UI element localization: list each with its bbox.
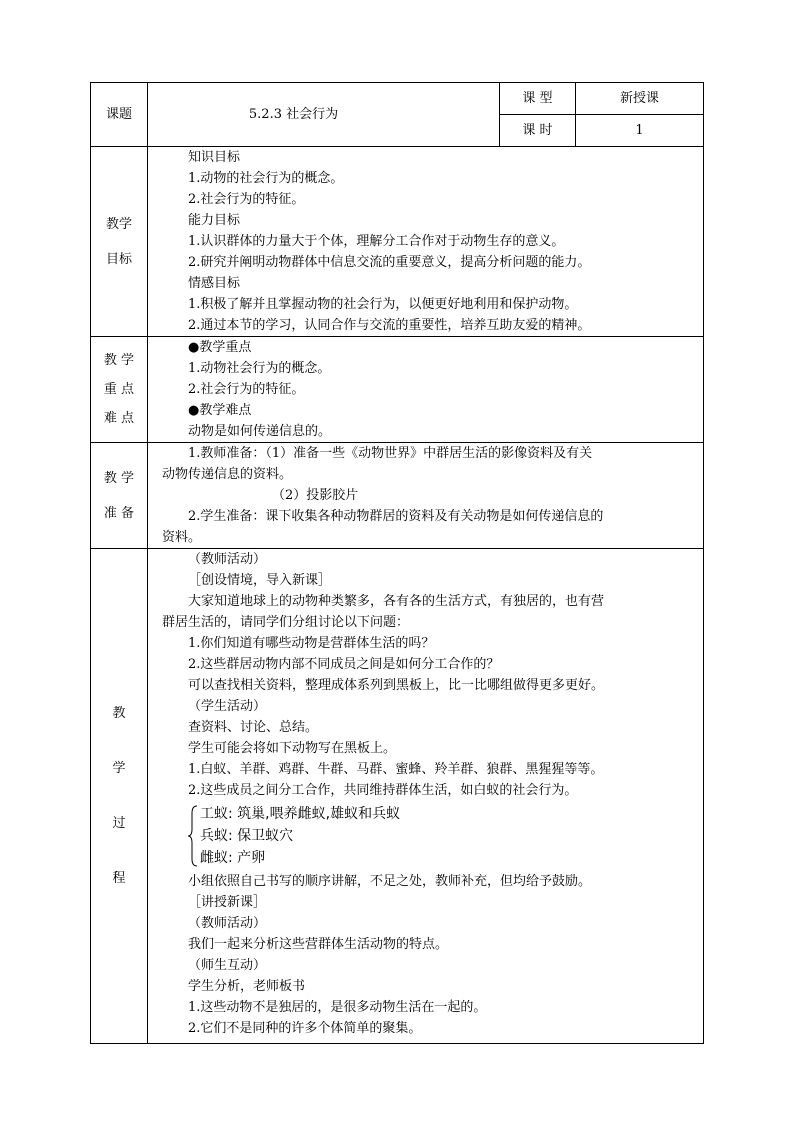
process-line: 小组依照自己书写的顺序讲解，不足之处，教师补充，但均给予鼓励。 xyxy=(188,874,592,889)
preparation-label-line: 准 备 xyxy=(103,505,135,521)
termite-role-brace xyxy=(188,803,703,869)
preparation-label-line: 教 学 xyxy=(103,470,135,486)
key-points-content xyxy=(148,337,704,443)
termite-role-worker: 工蚁: 筑巢,喂养雌蚁,雄蚁和兵蚁 xyxy=(200,806,401,822)
hours-value: 1 xyxy=(576,115,704,147)
process-line: 大家知道地球上的动物种类繁多，各有各的生活方式，有独居的，也有营 xyxy=(188,594,605,609)
objectives-label-line: 目标 xyxy=(105,251,132,267)
objectives-content xyxy=(148,147,704,337)
preparation-line: 2.学生准备：课下收集各种动物群居的资料及有关动物是如何传递信息的 xyxy=(188,509,604,524)
process-line: （师生互动） xyxy=(188,958,267,973)
lesson-plan-table xyxy=(90,82,704,1044)
process-line: 1.白蚁、羊群、鸡群、牛群、马群、蜜蜂、羚羊群、狼群、黑猩猩等等。 xyxy=(188,762,604,777)
objectives-line: 2.通过本节的学习，认同合作与交流的重要性，培养互助友爱的精神。 xyxy=(188,318,591,333)
left-brace-icon xyxy=(188,805,198,867)
preparation-content xyxy=(148,443,704,549)
process-line: 可以查找相关资料，整理成体系列到黑板上，比一比哪组做得更多更好。 xyxy=(188,678,605,693)
process-line: ［讲授新课］ xyxy=(188,895,267,910)
process-line: 2.这些群居动物内部不同成员之间是如何分工合作的？ xyxy=(188,657,500,672)
objectives-heading-knowledge: 知识目标 xyxy=(188,150,241,165)
objectives-line: 1.积极了解并且掌握动物的社会行为，以便更好地利用和保护动物。 xyxy=(188,297,578,312)
header-row-1 xyxy=(91,83,704,115)
process-line: 学生可能会将如下动物写在黑板上。 xyxy=(188,741,397,756)
objectives-line: 2.研究并阐明动物群体中信息交流的重要意义，提高分析问题的能力。 xyxy=(188,255,591,270)
process-label-line: 程 xyxy=(112,871,126,886)
preparation-label xyxy=(91,443,148,549)
difficult-points-heading: ●教学难点 xyxy=(188,403,252,418)
process-label-line: 过 xyxy=(112,816,126,831)
preparation-row xyxy=(91,443,704,549)
difficult-points-line: 动物是如何传递信息的。 xyxy=(188,424,332,439)
objectives-label xyxy=(91,147,148,337)
termite-role-soldier: 兵蚁: 保卫蚁穴 xyxy=(200,828,294,844)
type-label: 课 型 xyxy=(500,83,576,115)
process-line: 1.这些动物不是独居的，是很多动物生活在一起的。 xyxy=(188,1000,487,1015)
process-line: （学生活动） xyxy=(188,699,267,714)
process-content xyxy=(148,549,704,1044)
key-points-line: 1.动物社会行为的概念。 xyxy=(188,361,331,376)
process-line: 1.你们知道有哪些动物是营群体生活的吗？ xyxy=(188,636,435,651)
process-line: 我们一起来分析这些营群体生活动物的特点。 xyxy=(188,937,449,952)
objectives-line: 2.社会行为的特征。 xyxy=(188,192,305,207)
objectives-line: 1.动物的社会行为的概念。 xyxy=(188,171,344,186)
process-line: 2.它们不是同种的许多个体简单的聚集。 xyxy=(188,1021,422,1036)
termite-role-list xyxy=(200,803,400,869)
key-points-label-line: 难 点 xyxy=(103,411,135,426)
objectives-row xyxy=(91,147,704,337)
process-line: 查资料、讨论、总结。 xyxy=(188,720,319,735)
process-label-line: 学 xyxy=(112,761,126,776)
process-line: ［创设情境，导入新课］ xyxy=(188,573,332,588)
objectives-label-line: 教学 xyxy=(105,216,132,232)
objectives-line: 1.认识群体的力量大于个体，理解分工合作对于动物生存的意义。 xyxy=(188,234,565,249)
key-points-line: 2.社会行为的特征。 xyxy=(188,382,305,397)
hours-label: 课 时 xyxy=(500,115,576,147)
topic-title: 5.2.3 社会行为 xyxy=(248,107,339,122)
key-points-label-line: 重 点 xyxy=(103,382,135,397)
process-line: 群居生活的，请同学们分组讨论以下问题： xyxy=(162,615,410,630)
preparation-line: 1.教师准备：（1）准备一些《动物世界》中群居生活的影像资料及有关 xyxy=(188,446,593,461)
process-label xyxy=(91,549,148,1044)
process-line: （教师活动） xyxy=(188,916,267,931)
process-line: （教师活动） xyxy=(188,552,267,567)
topic-label: 课题 xyxy=(91,83,148,147)
key-points-heading: ●教学重点 xyxy=(188,340,252,355)
process-label-line: 教 xyxy=(112,706,126,721)
termite-role-queen: 雌蚁: 产卵 xyxy=(200,850,266,866)
type-value: 新授课 xyxy=(576,83,704,115)
process-line: 2.这些成员之间分工合作，共同维持群体生活，如白蚁的社会行为。 xyxy=(188,783,578,798)
key-points-label xyxy=(91,337,148,443)
key-points-row xyxy=(91,337,704,443)
objectives-heading-emotion: 情感目标 xyxy=(188,276,241,291)
process-row xyxy=(91,549,704,1044)
preparation-line: 资料。 xyxy=(162,530,202,545)
objectives-heading-ability: 能力目标 xyxy=(188,213,241,228)
topic-title-cell xyxy=(148,83,500,147)
process-line: 学生分析，老师板书 xyxy=(188,979,306,994)
key-points-label-line: 教 学 xyxy=(103,353,135,368)
preparation-line: 动物传递信息的资料。 xyxy=(162,467,293,482)
preparation-line: （2）投影胶片 xyxy=(272,488,359,503)
